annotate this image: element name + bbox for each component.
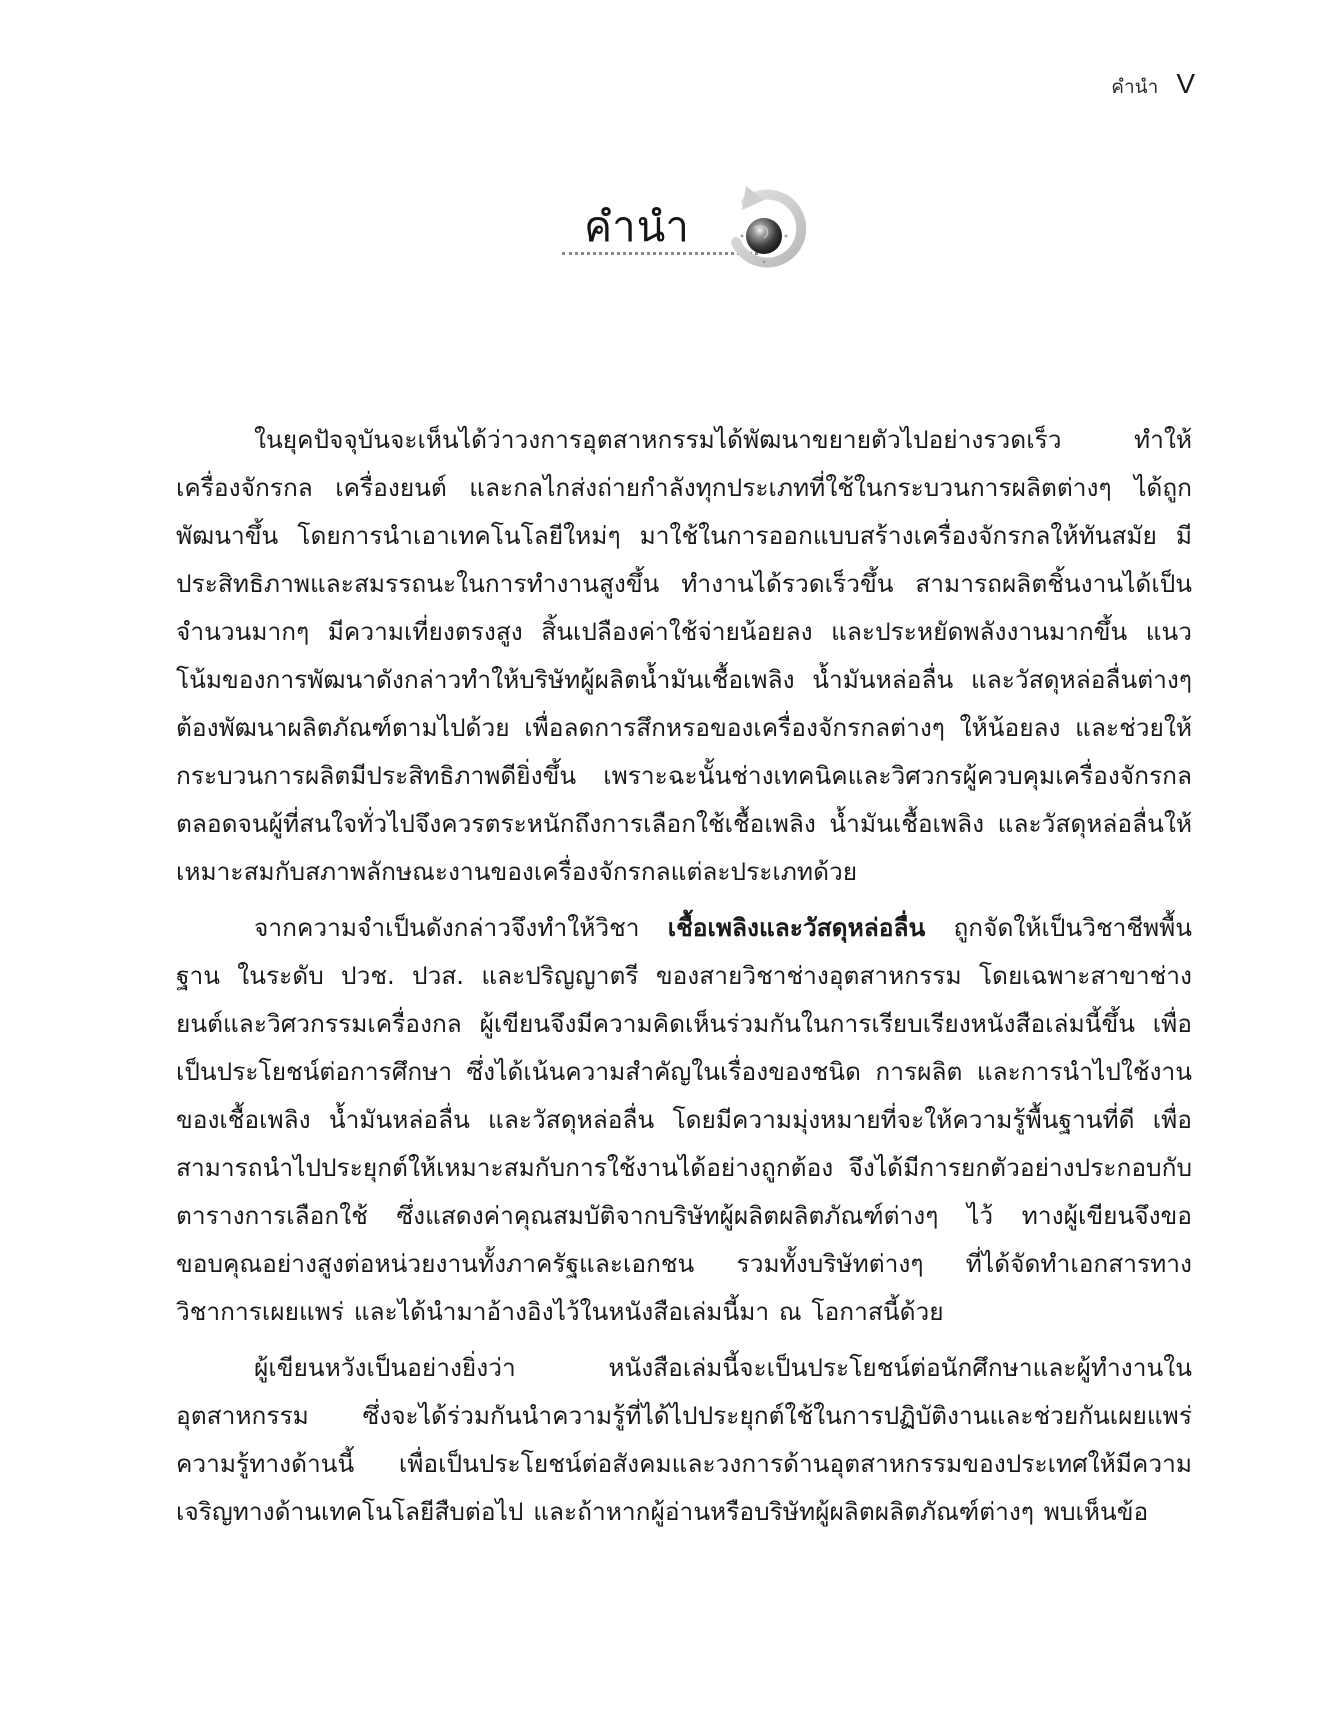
page-title: คำนำ bbox=[584, 202, 690, 251]
course-name: เชื้อเพลิงและวัสดุหล่อลื่น bbox=[667, 913, 926, 942]
title-block bbox=[560, 180, 820, 300]
running-head-label: คำนำ bbox=[1111, 76, 1159, 98]
paragraph-2 bbox=[176, 904, 1192, 1336]
paragraph-1: ในยุคปัจจุบันจะเห็นได้ว่าวงการอุตสาหกรรมได้พัฒนาขยายตัวไปอย่างรวดเร็ว ทำให้เครื่องจักรกล เครื่องยนต์ และกลไกส่งถ่ายกำลังทุกประเภทที่ใช้ในกระบวนการผลิตต่างๆ ได้ถูกพัฒนาขึ้น โดยการนำเอาเทคโนโลยีใหม่ๆ มาใช้ในการออกแบบสร้างเครื่องจักรกลให้ทันสมัย มีประสิทธิภาพและสมรรถนะในการทำงานสูงขึ้น ทำงานได้รวดเร็วขึ้น สามารถผลิตชิ้นงานได้เป็นจำนวนมากๆ มีความเที่ยงตรงสูง สิ้นเปลืองค่าใช้จ่ายน้อยลง และประหยัดพลังงานมากขึ้น แนวโน้มของการพัฒนาดังกล่าวทำให้บริษัทผู้ผลิตน้ำมันเชื้อเพลิง น้ำมันหล่อลื่น และวัสดุหล่อลื่นต่างๆ ต้องพัฒนาผลิตภัณฑ์ตามไปด้วย เพื่อลดการสึกหรอของเครื่องจักรกลต่างๆ ให้น้อยลง และช่วยให้กระบวนการผลิตมีประสิทธิภาพดียิ่งขึ้น เพราะฉะนั้นช่างเทคนิคและวิศวกรผู้ควบคุมเครื่องจักรกลตลอดจนผู้ที่สนใจทั่วไปจึงควรตระหนักถึงการเลือกใช้เชื้อเพลิง น้ำมันเชื้อเพลิง และวัสดุหล่อลื่นให้เหมาะสมกับสภาพลักษณะงานของเครื่องจักรกลแต่ละประเภทด้วย bbox=[176, 425, 1192, 886]
paragraph-3: ผู้เขียนหวังเป็นอย่างยิ่งว่า หนังสือเล่มนี้จะเป็นประโยชน์ต่อนักศึกษาและผู้ทำงานในอุตสาหกรรม ซึ่งจะได้ร่วมกันนำความรู้ที่ได้ไปประยุกต์ใช้ในการปฏิบัติงานและช่วยกันเผยแพร่ความรู้ทางด้านนี้ เพื่อเป็นประโยชน์ต่อสังคมและวงการด้านอุตสาหกรรมของประเทศให้มีความเจริญทางด้านเทคโนโลยีสืบต่อไป และถ้าหากผู้อ่านหรือบริษัทผู้ผลิตผลิตภัณฑ์ต่างๆ พบเห็นข้อ bbox=[176, 1353, 1192, 1526]
preface-body bbox=[176, 416, 1192, 1536]
paragraph-2-rest: ถูกจัดให้เป็นวิชาชีพพื้นฐาน ในระดับ ปวช. ปวส. และปริญญาตรี ของสายวิชาช่างอุตสาหกรรม โดยเฉพาะสาขาช่างยนต์และวิศวกรรมเครื่องกล ผู้เขียนจึงมีความคิดเห็นร่วมกันในการเรียบเรียงหนังสือเล่มนี้ขึ้น เพื่อเป็นประโยชน์ต่อการศึกษา ซึ่งได้เน้นความสำคัญในเรื่องของชนิด การผลิต และการนำไปใช้งานของเชื้อเพลิง น้ำมันหล่อลื่น และวัสดุหล่อลื่น โดยมีความมุ่งหมายที่จะให้ความรู้พื้นฐานที่ดี เพื่อสามารถนำไปประยุกต์ให้เหมาะสมกับการใช้งานได้อย่างถูกต้อง จึงได้มีการยกตัวอย่างประกอบกับตารางการเลือกใช้ ซึ่งแสดงค่าคุณสมบัติจากบริษัทผู้ผลิตผลิตภัณฑ์ต่างๆ ไว้ ทางผู้เขียนจึงขอขอบคุณอย่างสูงต่อหน่วยงานทั้งภาครัฐและเอกชน รวมทั้งบริษัทต่างๆ ที่ได้จัดทำเอกสารทางวิชาการเผยแพร่ และได้นำมาอ้างอิงไว้ในหนังสือเล่มนี้มา ณ โอกาสนี้ด้วย bbox=[176, 913, 1193, 1326]
paragraph-2-lead: จากความจำเป็นดังกล่าวจึงทำให้วิชา bbox=[254, 913, 668, 942]
page-number: V bbox=[1176, 68, 1195, 99]
globe-refresh-icon bbox=[718, 180, 810, 280]
running-head bbox=[1111, 68, 1195, 102]
